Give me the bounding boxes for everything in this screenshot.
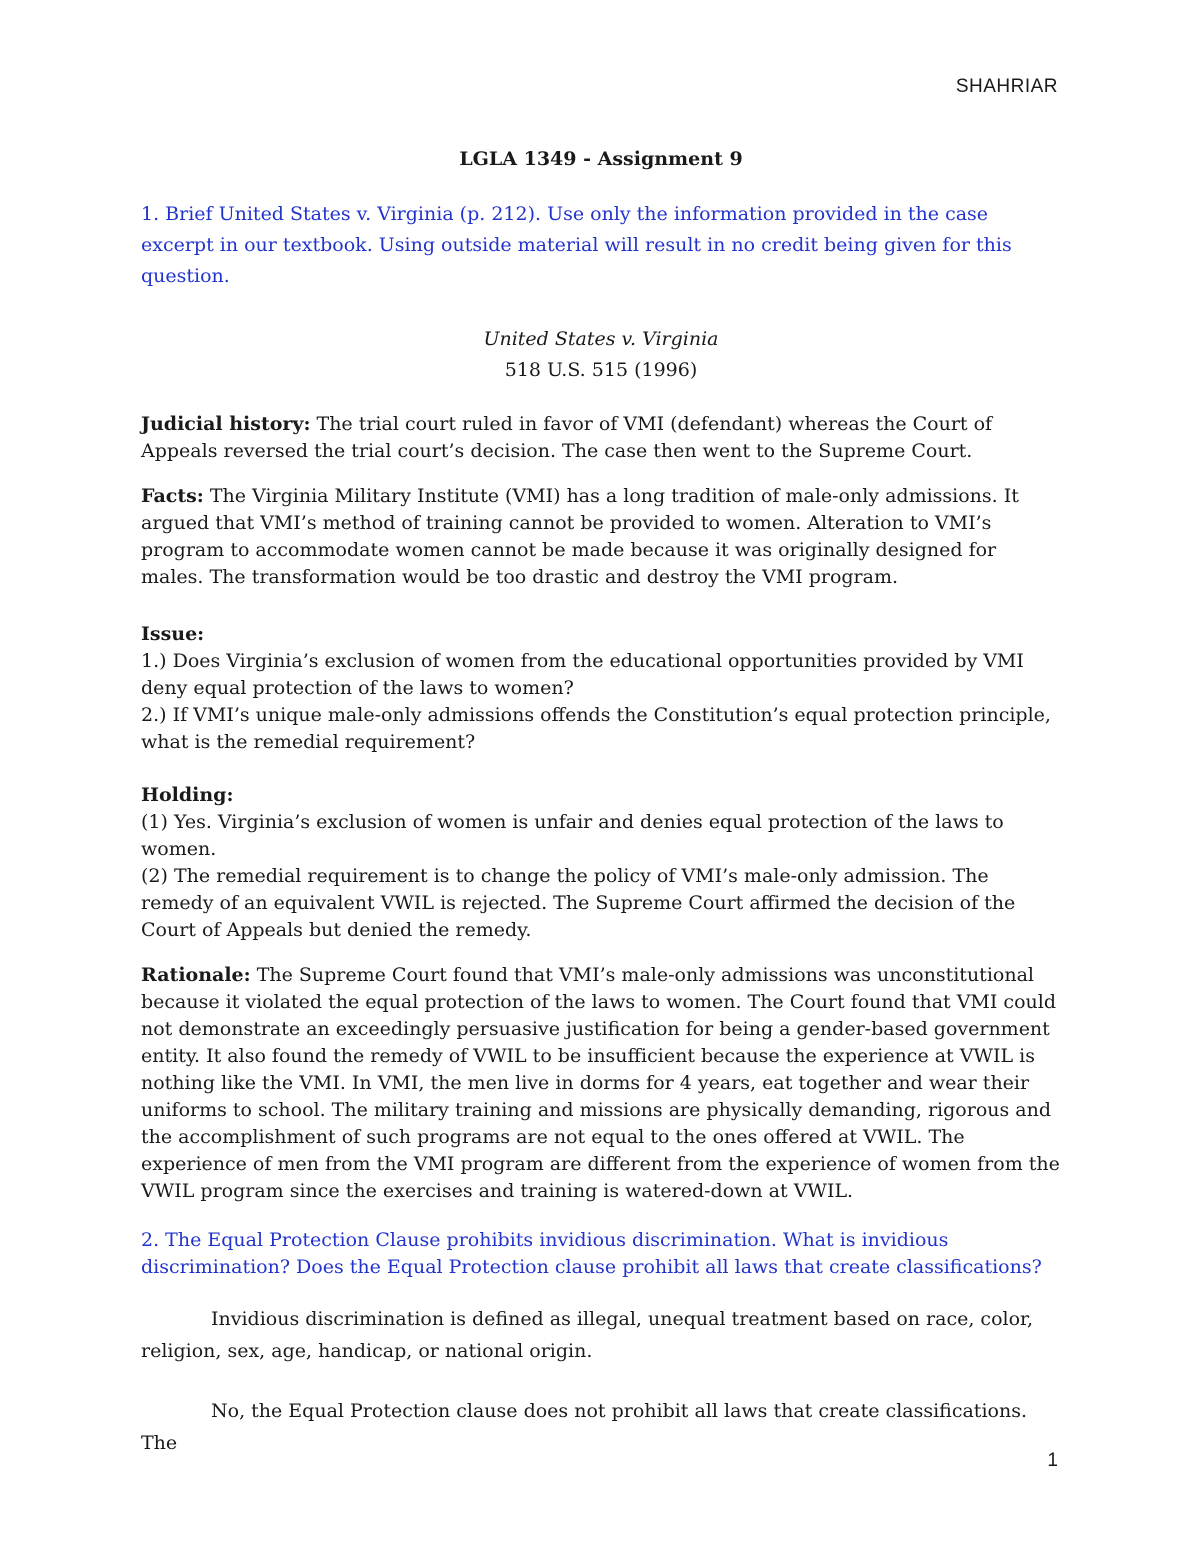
holding-item: (1) Yes. Virginia’s exclusion of women is unfair and denies equal protection of the laws to women. bbox=[141, 811, 1004, 860]
rationale-text: The Supreme Court found that VMI’s male-only admissions was unconstitutional because it violated the equal protection of the laws to women. The Court found that VMI could not demonstrate an exceedingly persuasive justification for being a gender-based government entity. It also found the remedy of VWIL to be insufficient because the experience at VWIL is nothing like the VMI. In VMI, the men live in dorms for 4 years, eat together and wear their uniforms to school. The military training and missions are physically demanding, rigorous and the accomplishment of such programs are not equal to the ones offered at VWIL. The experience of men from the VMI program are different from the experience of women from the VWIL program since the exercises and training is watered-down at VWIL. bbox=[141, 964, 1060, 1202]
issue-item: 2.) If VMI’s unique male-only admissions offends the Constitution’s equal protection principle, what is the remedial requirement? bbox=[141, 704, 1051, 753]
judicial-history-text: The trial court ruled in favor of VMI (defendant) whereas the Court of Appeals reversed the trial court’s decision. The case then went to the Supreme Court. bbox=[141, 413, 993, 462]
facts-section bbox=[141, 483, 1061, 591]
issue-label: Issue: bbox=[141, 623, 205, 645]
question-2: 2. The Equal Protection Clause prohibits invidious discrimination. What is invidious discrimination? Does the Equal Protection clause prohibit all laws that create classifications? bbox=[141, 1229, 1042, 1278]
case-citation: 518 U.S. 515 (1996) bbox=[504, 359, 698, 381]
holding-label: Holding: bbox=[141, 784, 234, 806]
judicial-history-section bbox=[141, 411, 1061, 465]
case-name: United States v. Virginia bbox=[483, 328, 719, 350]
holding-section bbox=[141, 782, 1061, 944]
header-author-name: SHAHRIAR bbox=[955, 76, 1058, 97]
answer-paragraph: No, the Equal Protection clause does not prohibit all laws that create classifications. The bbox=[141, 1400, 1027, 1454]
facts-text: The Virginia Military Institute (VMI) has a long tradition of male-only admissions. It argued that VMI’s method of training cannot be provided to women. Alteration to VMI’s program to accommodate women cannot be made because it was originally designed for males. The transformation would be too drastic and destroy the VMI program. bbox=[141, 485, 1019, 588]
judicial-history-label: Judicial history: bbox=[141, 413, 311, 435]
document-body bbox=[141, 146, 1061, 1487]
question-1: 1. Brief United States v. Virginia (p. 212). Use only the information provided in the case excerpt in our textbook. Using outside material will result in no credit being given for this question. bbox=[141, 203, 1012, 287]
issue-section bbox=[141, 621, 1061, 756]
rationale-label: Rationale: bbox=[141, 964, 251, 986]
answer-paragraph: Invidious discrimination is defined as illegal, unequal treatment based on race, color, religion, sex, age, handicap, or national origin. bbox=[141, 1308, 1034, 1362]
issue-item: 1.) Does Virginia’s exclusion of women from the educational opportunities provided by VMI deny equal protection of the laws to women? bbox=[141, 650, 1024, 699]
facts-label: Facts: bbox=[141, 485, 204, 507]
page-number: 1 bbox=[1047, 1450, 1058, 1471]
page-title: LGLA 1349 - Assignment 9 bbox=[459, 148, 743, 170]
rationale-section bbox=[141, 962, 1061, 1205]
holding-item: (2) The remedial requirement is to change the policy of VMI’s male-only admission. The remedy of an equivalent VWIL is rejected. The Supreme Court affirmed the decision of the Court of Appeals but denied the remedy. bbox=[141, 865, 1016, 941]
